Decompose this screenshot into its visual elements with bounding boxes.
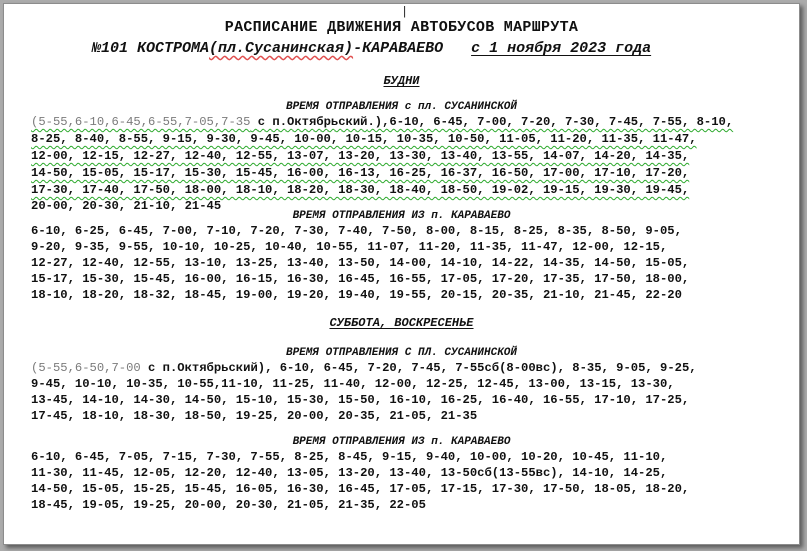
weekdays-karavaevo-line-1: 6-10, 6-25, 6-45, 7-00, 7-10, 7-20, 7-30, 7-40, 7-50, 8-00, 8-15, 8-25, 8-35, 8-50, 9-05, — [31, 224, 682, 238]
weekend-karavaevo-line-4: 18-45, 19-05, 19-25, 20-00, 20-30, 21-05, 21-35, 22-05 — [31, 498, 426, 512]
weekdays-susaninskaya-heading: ВРЕМЯ ОТПРАВЛЕНИЯ с пл. СУСАНИНСКОЙ — [285, 101, 518, 113]
valid-from: с 1 ноября 2023 года — [471, 40, 652, 57]
document-title: РАСПИСАНИЕ ДВИЖЕНИЯ АВТОБУСОВ МАРШРУТА — [224, 19, 579, 36]
weekdays-karavaevo-line-5: 18-10, 18-20, 18-32, 18-45, 19-00, 19-20, 19-40, 19-55, 20-15, 20-35, 21-10, 21-45, 22-20 — [31, 288, 682, 302]
weekdays-karavaevo-line-3: 12-27, 12-40, 12-55, 13-10, 13-25, 13-40, 13-50, 14-00, 14-10, 14-22, 14-35, 14-50, 15-05, — [31, 256, 690, 270]
route-end: -КАРАВАЕВО — [353, 40, 444, 57]
section-weekdays-title: БУДНИ — [383, 74, 420, 88]
weekend-susaninskaya-line-1: (5-55,6-50,7-00 с п.Октябрьский), 6-10, 6-45, 7-20, 7-45, 7-55сб(8-00вс), 8-35, 9-05, 9-25, — [31, 361, 697, 375]
weekend-karavaevo-line-2: 11-30, 11-45, 12-05, 12-20, 12-40, 13-05, 13-20, 13-40, 13-50сб(13-55вс), 14-10, 14-25, — [31, 466, 668, 480]
weekend-karavaevo-line-3: 14-50, 15-05, 15-25, 15-45, 16-05, 16-30, 16-45, 17-05, 17-15, 17-30, 17-50, 18-05, 18-20, — [31, 482, 690, 496]
weekend-susaninskaya-line-2: 9-45, 10-10, 10-35, 10-55,11-10, 11-25, 11-40, 12-00, 12-25, 12-45, 13-00, 13-15, 13-30, — [31, 377, 675, 391]
route-stop: (пл.Сусанинская) — [209, 40, 354, 57]
weekdays-susaninskaya-line-6: 20-00, 20-30, 21-10, 21-45 — [31, 199, 222, 213]
text-cursor: | — [401, 5, 409, 19]
route-prefix: №101 КОСТРОМА — [92, 40, 210, 57]
weekdays-susaninskaya-line-5: 17-30, 17-40, 17-50, 18-00, 18-10, 18-20, 18-30, 18-40, 18-50, 19-02, 19-15, 19-30, 19-45, — [31, 183, 690, 197]
weekdays-susaninskaya-line-1: (5-55,6-10,6-45,6-55,7-05,7-35 с п.Октябрьский.),6-10, 6-45, 7-00, 7-20, 7-30, 7-45, 7-55, 8-10, — [31, 115, 734, 129]
route-line — [92, 40, 651, 57]
weekdays-karavaevo-line-2: 9-20, 9-35, 9-55, 10-10, 10-25, 10-40, 10-55, 11-07, 11-20, 11-35, 11-47, 12-00, 12-15, — [31, 240, 668, 254]
document-page — [3, 3, 800, 545]
weekend-karavaevo-heading: ВРЕМЯ ОТПРАВЛЕНИЯ ИЗ п. КАРАВАЕВО — [292, 436, 511, 448]
weekdays-karavaevo-heading: ВРЕМЯ ОТПРАВЛЕНИЯ ИЗ п. КАРАВАЕВО — [292, 210, 511, 222]
weekdays-karavaevo-line-4: 15-17, 15-30, 15-45, 16-00, 16-15, 16-30, 16-45, 16-55, 17-05, 17-20, 17-35, 17-50, 18-00, — [31, 272, 690, 286]
weekdays-susaninskaya-line-4: 14-50, 15-05, 15-17, 15-30, 15-45, 16-00, 16-13, 16-25, 16-37, 16-50, 17-00, 17-10, 17-20, — [31, 166, 690, 180]
weekend-karavaevo-line-1: 6-10, 6-45, 7-05, 7-15, 7-30, 7-55, 8-25, 8-45, 9-15, 9-40, 10-00, 10-20, 10-45, 11-10, — [31, 450, 668, 464]
weekend-susaninskaya-line-3: 13-45, 14-10, 14-30, 14-50, 15-10, 15-30, 15-50, 16-10, 16-25, 16-40, 16-55, 17-10, 17-25, — [31, 393, 690, 407]
section-weekend-title: СУББОТА, ВОСКРЕСЕНЬЕ — [329, 316, 474, 330]
weekdays-susaninskaya-line-2: 8-25, 8-40, 8-55, 9-15, 9-30, 9-45, 10-00, 10-15, 10-35, 10-50, 11-05, 11-20, 11-35, 11-47, — [31, 132, 697, 146]
weekend-susaninskaya-heading: ВРЕМЯ ОТПРАВЛЕНИЯ С ПЛ. СУСАНИНСКОЙ — [285, 347, 518, 359]
weekend-susaninskaya-line-4: 17-45, 18-10, 18-30, 18-50, 19-25, 20-00, 20-35, 21-05, 21-35 — [31, 409, 478, 423]
weekdays-susaninskaya-line-3: 12-00, 12-15, 12-27, 12-40, 12-55, 13-07, 13-20, 13-30, 13-40, 13-55, 14-07, 14-20, 14-35, — [31, 149, 690, 163]
